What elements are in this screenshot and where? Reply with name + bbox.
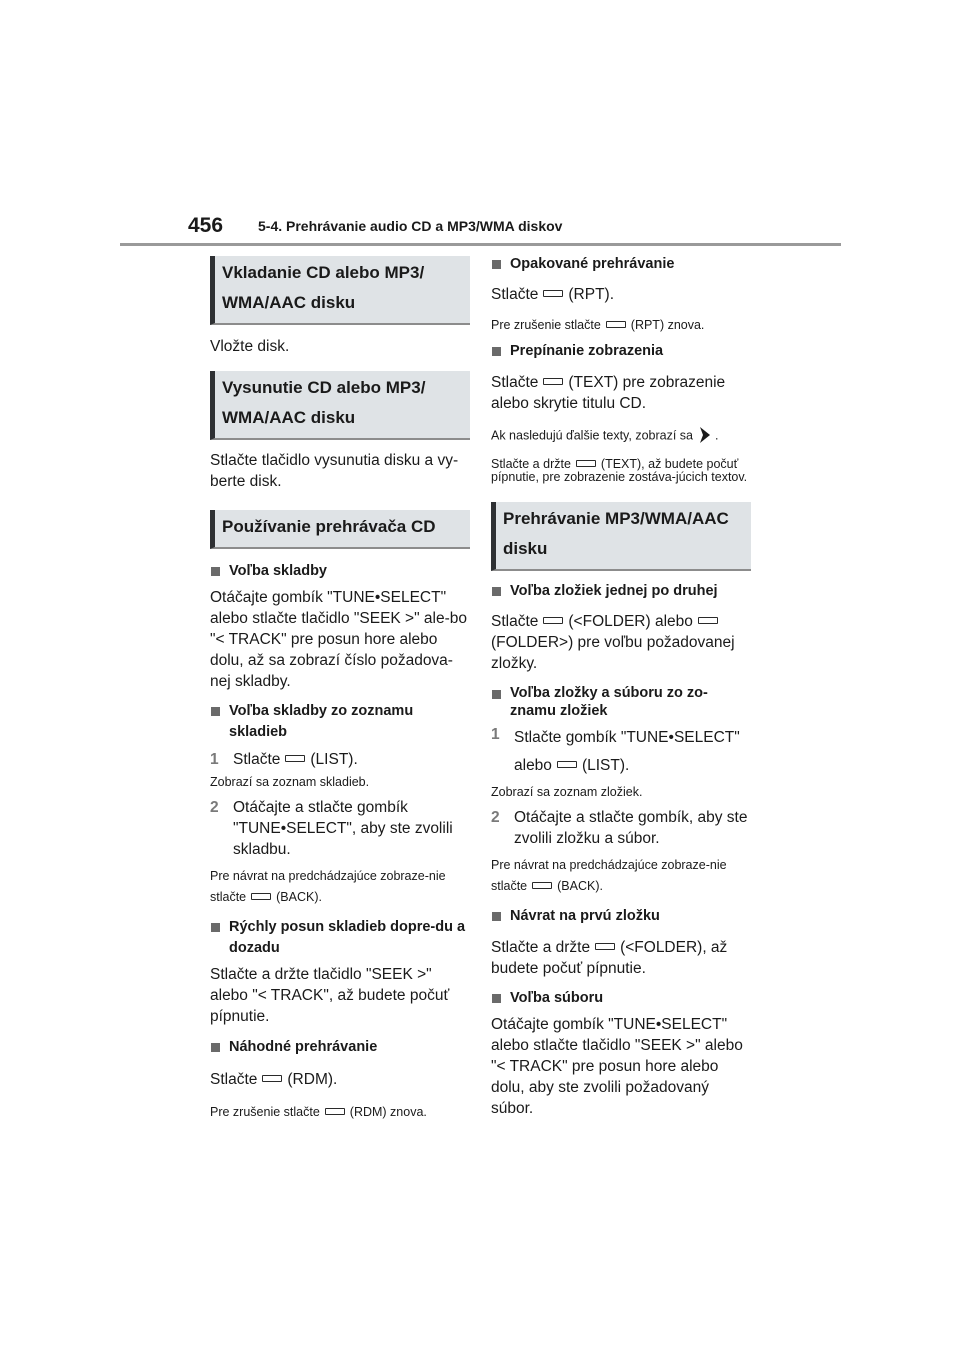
body-fragment: Stlačte (210, 1071, 258, 1088)
note-text: (BACK). (557, 879, 603, 893)
button-icon (576, 460, 596, 467)
bullet-square-icon (211, 1043, 220, 1052)
display-toggle-note-1 (491, 426, 751, 446)
note-text: (RDM) znova. (349, 1105, 427, 1119)
eject-disc-text: Stlačte tlačidlo vysunutia disku a vy-berte disk. (210, 452, 459, 490)
subhead-random (210, 1037, 470, 1058)
subhead-track-list (210, 701, 470, 743)
button-icon (251, 893, 271, 900)
body-fragment: (FOLDER>) pre voľbu požadovanej zložky. (491, 634, 735, 672)
heading-cd-player: Používanie prehrávača CD (210, 510, 470, 549)
step-number: 2 (210, 799, 219, 816)
repeat-note (491, 318, 751, 332)
step-1-note: Zobrazí sa zoznam zložiek. (491, 785, 643, 799)
subhead-display-toggle (491, 341, 751, 362)
body-fragment: Stlačte (491, 613, 539, 630)
button-icon (543, 617, 563, 624)
display-toggle-text (491, 372, 751, 414)
button-icon (595, 943, 615, 950)
step-number: 2 (491, 809, 500, 826)
bullet-square-icon (211, 567, 220, 576)
subhead-label: Náhodné prehrávanie (229, 1039, 378, 1055)
button-icon (543, 378, 563, 385)
bullet-square-icon (492, 260, 501, 269)
subhead-label: Voľba zložky a súboru zo zo-znamu zložiek (510, 685, 708, 719)
subhead-folder-step (491, 581, 751, 602)
step-text-wrap (514, 724, 751, 780)
file-select-text: Otáčajte gombík "TUNE•SELECT" alebo stlačte tlačidlo "SEEK >" alebo "< TRACK" pre posun hore alebo dolu, aby ste zvolili požadovaný súbor. (491, 1016, 743, 1117)
display-toggle-note-2 (491, 458, 751, 484)
bullet-square-icon (492, 994, 501, 1003)
heading-mp3-playback: Prehrávanie MP3/WMA/AAC disku (491, 502, 751, 571)
random-text (210, 1069, 470, 1090)
bullet-square-icon (492, 690, 501, 699)
left-column (210, 256, 470, 1119)
step-2 (210, 797, 470, 860)
header-rule (120, 243, 841, 246)
note-text: Pre návrat na predchádzajúce zobraze-nie stlačte (491, 858, 727, 893)
step-number: 1 (210, 751, 219, 768)
button-icon (285, 755, 305, 762)
step-2-note (491, 855, 751, 897)
note-text: Ak nasledujú ďalšie texty, zobrazí sa (491, 428, 693, 443)
section-title: 5-4. Prehrávanie audio CD a MP3/WMA diskov (258, 218, 563, 234)
insert-disc-text: Vložte disk. (210, 338, 290, 355)
subhead-label: Opakované prehrávanie (510, 256, 675, 272)
note-text: (RPT) znova. (630, 318, 705, 332)
subhead-label: Prepínanie zobrazenia (510, 343, 664, 359)
subhead-label: Návrat na prvú zložku (510, 908, 660, 924)
note-text: Pre zrušenie stlačte (491, 318, 601, 332)
button-icon (557, 761, 577, 768)
note-text: Pre návrat na predchádzajúce zobraze-nie stlačte (210, 869, 446, 904)
subhead-label: Voľba súboru (510, 990, 604, 1006)
subhead-track-select (210, 561, 470, 582)
track-select-text: Otáčajte gombík "TUNE•SELECT" alebo stlačte tlačidlo "SEEK >" ale-bo "< TRACK" pre posun hore alebo dolu, až sa zobrazí číslo požadova-nej skladby. (210, 589, 467, 690)
repeat-text (491, 284, 751, 305)
subhead-folder-list (491, 684, 751, 720)
step-text: Otáčajte a stlačte gombík, aby ste zvolili zložku a súbor. (514, 809, 748, 847)
note-text: (TEXT), až budete počuť pípnutie, pre zobrazenie zostáva-júcich textov. (491, 457, 748, 484)
step-1 (210, 749, 470, 770)
note-text: . (715, 428, 719, 443)
random-note (210, 1105, 470, 1119)
step-1 (491, 724, 751, 780)
step-text: (LIST). (581, 757, 630, 774)
subhead-label: Rýchly posun skladieb dopre-du a dozadu (229, 919, 466, 956)
subhead-repeat (491, 254, 751, 275)
subhead-first-folder (491, 906, 751, 927)
first-folder-text (491, 937, 751, 979)
body-fragment: Stlačte a držte (491, 939, 591, 956)
subhead-file-select (491, 988, 751, 1009)
button-icon (532, 882, 552, 889)
note-text: (BACK). (276, 890, 322, 904)
bullet-square-icon (492, 587, 501, 596)
bullet-square-icon (211, 923, 220, 932)
heading-insert-disc: Vkladanie CD alebo MP3/ WMA/AAC disku (210, 256, 470, 325)
bullet-square-icon (492, 912, 501, 921)
body-fragment: Stlačte (491, 286, 539, 303)
body-fragment: Stlačte (491, 374, 539, 391)
bullet-square-icon (211, 707, 220, 716)
subhead-label: Voľba zložiek jednej po druhej (510, 583, 718, 599)
fast-seek-text: Stlačte a držte tlačidlo "SEEK >" alebo "< TRACK", až budete počuť pípnutie. (210, 966, 450, 1025)
subhead-label: Voľba skladby zo zoznamu skladieb (229, 703, 414, 740)
step-text: Otáčajte a stlačte gombík "TUNE•SELECT", aby ste zvolili skladbu. (233, 799, 453, 858)
body-fragment: (TEXT) pre zobrazenie alebo skrytie titulu CD. (491, 374, 726, 412)
button-icon (543, 290, 563, 297)
step-2-note (210, 866, 470, 908)
body-fragment: (RPT). (568, 286, 615, 303)
step-text: (LIST). (310, 751, 358, 768)
heading-eject-disc: Vysunutie CD alebo MP3/ WMA/AAC disku (210, 371, 470, 440)
body-fragment: (<FOLDER) alebo (568, 613, 693, 630)
folder-step-text (491, 611, 751, 674)
note-text: Pre zrušenie stlačte (210, 1105, 320, 1119)
step-1-note: Zobrazí sa zoznam skladieb. (210, 775, 370, 789)
button-icon (262, 1075, 282, 1082)
page-number: 456 (188, 214, 224, 237)
subhead-label: Voľba skladby (229, 563, 327, 579)
bullet-square-icon (492, 347, 501, 356)
button-icon (325, 1108, 345, 1115)
step-2 (491, 807, 751, 849)
button-icon (698, 617, 718, 624)
next-arrow-icon (699, 426, 711, 444)
body-fragment: (<FOLDER), až budete počuť pípnutie. (491, 939, 728, 977)
subhead-fast-seek (210, 917, 470, 959)
step-text: Stlačte (233, 751, 281, 768)
body-fragment: (RDM). (287, 1071, 338, 1088)
right-column (491, 256, 751, 1119)
step-number: 1 (491, 726, 500, 743)
step-text: Stlačte gombík "TUNE•SELECT" alebo (514, 729, 740, 774)
note-text: Stlačte a držte (491, 457, 571, 471)
button-icon (606, 321, 626, 328)
